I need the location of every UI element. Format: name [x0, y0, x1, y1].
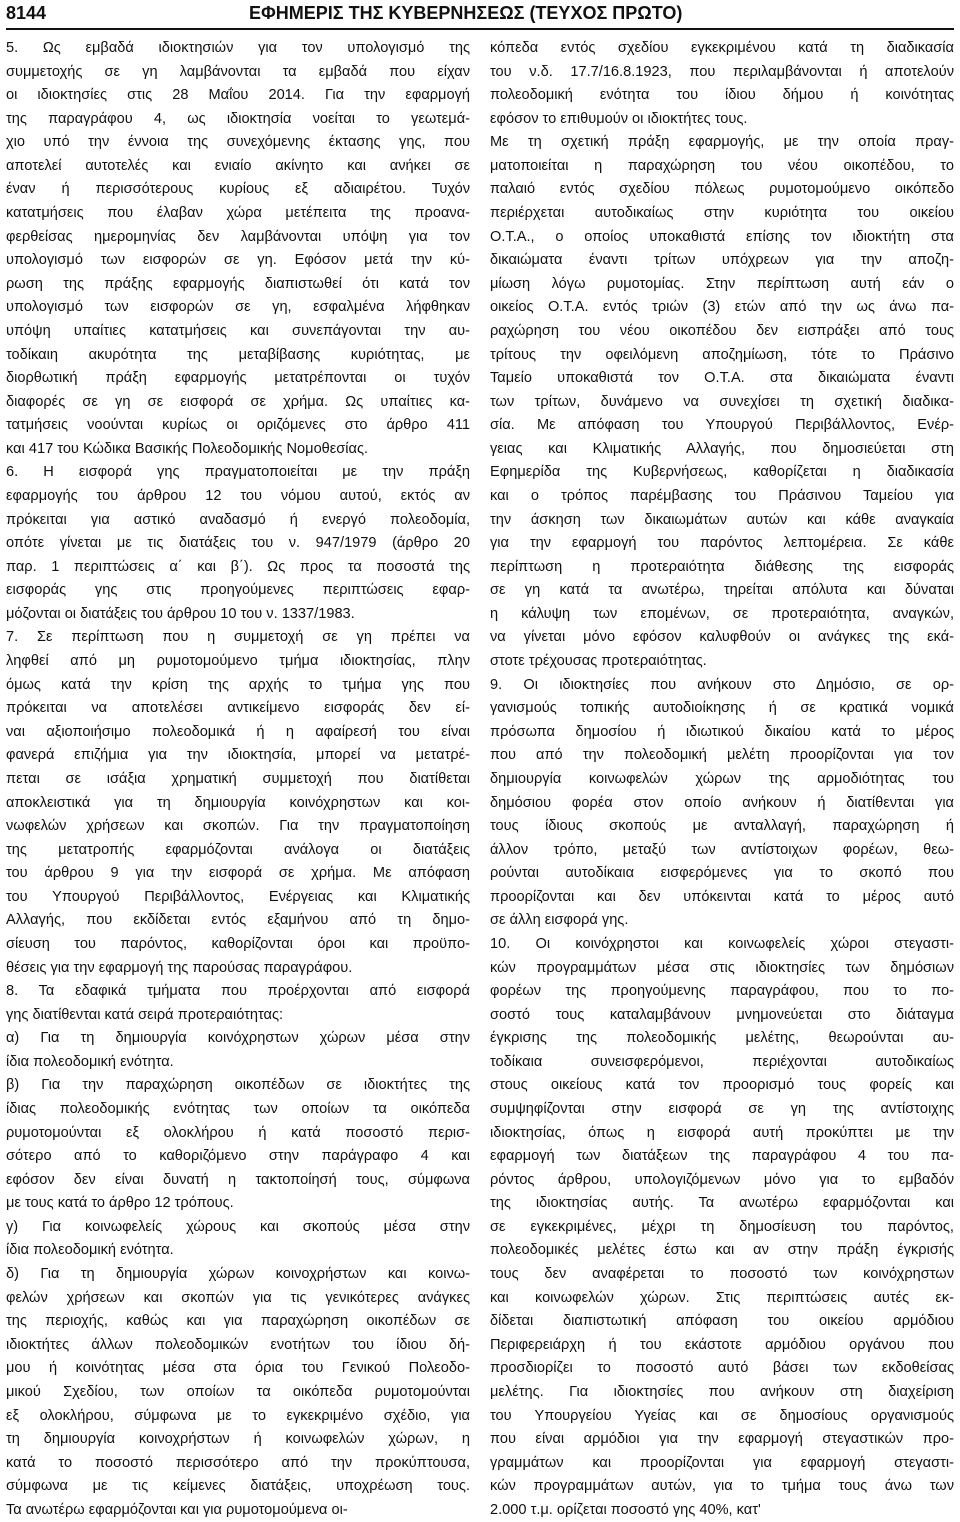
text-line: φελών χρήσεων και σκοπών για τις γενικότερες ανάγκες	[6, 1289, 470, 1306]
text-line: ίδιας πολεοδομικής ενότητας των οποίων τα οικόπεδα	[6, 1101, 470, 1118]
text-line: οπότε γίνεται με τις διατάξεις του ν. 947/1979 (άρθρο 20	[6, 535, 470, 552]
text-line: στους οικείους κατά τον προορισμό τους φορείς και	[490, 1077, 954, 1094]
text-line: εφαρμογής του άρθρου 12 του νόμου αυτού, εκτός αν	[6, 487, 470, 504]
text-line: δίδεται διαπιστωτική απόφαση του οικείου αρμόδιου	[490, 1313, 954, 1330]
text-line: ίδια πολεοδομική ενότητα.	[6, 1053, 174, 1070]
text-line: του άρθρου 9 για την εισφορά σε χρήμα. Με απόφαση	[6, 865, 470, 882]
text-line: των τρίτων, δυνάμενο να συνεχίσει τη σχετική διαδικα-	[490, 393, 954, 410]
text-line: με τους κατά το άρθρο 12 τρόπους.	[6, 1195, 234, 1212]
text-line: και 417 του Κώδικα Βασικής Πολεοδομικής Νομοθεσίας.	[6, 440, 369, 457]
text-line: του ν.δ. 17.7/16.8.1923, που περιλαμβάνονται ή αποτελούν	[490, 63, 954, 80]
text-line: υπολογισμό των εισφορών σε γη, εσφαλμένα λήφθηκαν	[6, 299, 470, 316]
text-line: συμμετοχής σε γη λαμβάνονται τα εμβαδά που είχαν	[6, 63, 470, 80]
page-header	[6, 0, 954, 26]
text-line: πολεοδομική ενότητα του ίδιου δήμου ή κοινότητας	[490, 87, 954, 104]
text-line: σε γη κατά τα ανωτέρω, τηρείται απόλυτα και δύναται	[490, 582, 954, 599]
text-line: έναν ή περισσότερους κυρίους εξ αδιαιρέτου. Τυχόν	[6, 181, 470, 198]
text-line: και κοινωφελών χώρων. Στις περιπτώσεις αυτές εκ-	[490, 1289, 954, 1306]
text-line: παλαιό εντός σχεδίου πόλεως ρυμοτομούμενο οικόπεδο	[490, 181, 954, 198]
text-line: β) Για την παραχώρηση οικοπέδων σε ιδιοκτήτες της	[6, 1077, 470, 1094]
text-line: διορθωτική πράξη εφαρμογής μετατρέπονται οι τυχόν	[6, 370, 470, 387]
text-line: έγκρισης της πολεοδομικής μελέτης, θεωρούνται αυ-	[490, 1030, 954, 1047]
text-line: δ) Για τη δημιουργία χώρων κοινοχρήστων και κοινω-	[6, 1266, 470, 1283]
text-line: που είναι αρμόδιοι για την εφαρμογή στεγαστικών προ-	[490, 1431, 954, 1448]
text-line: γραμμάτων και προορίζονται για εφαρμογή στεγαστι-	[490, 1454, 954, 1471]
text-line: σε άλλη εισφορά γης.	[490, 912, 629, 929]
text-line: για την εφαρμογή του παρόντος λεπτομέρεια. Σε κάθε	[490, 535, 954, 552]
text-line: 5. Ως εμβαδά ιδιοκτησιών για τον υπολογισμό της	[6, 40, 470, 56]
text-line: σύμφωνα με τις κείμενες διατάξεις, υποχρέωση τους.	[6, 1478, 470, 1495]
text-line: Αλλαγής, που εκδίδεται εντός εξαμήνου από τη δημο-	[6, 912, 470, 929]
text-line: Εφημερίδα της Κυβερνήσεως, καθορίζεται η διαδικασία	[490, 464, 954, 481]
text-line: μου ή κοινότητας μέσα στα όρια του Γενικού Πολεοδο-	[6, 1360, 470, 1377]
text-line: μίωση λόγω ρυμοτομίας. Στην περίπτωση αυτή εάν ο	[490, 275, 954, 292]
text-line: κών προγραμμάτων αυτών, για το τμήμα τους άνω των	[490, 1478, 954, 1495]
text-line: προορίζονται και δεν υπόκεινται κατά το μέρος αυτό	[490, 888, 954, 905]
text-line: εξ ολοκλήρου, σύμφωνα με το εγκεκριμένο σχέδιο, για	[6, 1407, 470, 1424]
text-line: πρόσωπα δημοσίου ή ιδιωτικού δικαίου κατά το μέρος	[490, 723, 954, 740]
text-line: περιέρχεται αυτοδικαίως στην κυριότητα του οικείου	[490, 205, 954, 222]
text-line: ρωση της πράξης εφαρμογής διαπιστωθεί ότι κατά τον	[6, 275, 470, 292]
text-line: μελέτης. Για ιδιοκτησίες που ανήκουν στη διαχείριση	[490, 1383, 954, 1400]
text-line: Ο.Τ.Α., ο οποίος υποκαθιστά επίσης τον ιδιοκτήτη στα	[490, 228, 954, 245]
text-line: ληφθεί από μη ρυμοτομούμενο τμήμα ιδιοκτησίας, πλην	[6, 653, 470, 670]
text-line: πεται σε ισάξια χρηματική συμμετοχή που διατίθεται	[6, 770, 470, 787]
text-line: ματοποιείται η παραχώρηση του νέου οικοπέδου, το	[490, 157, 954, 174]
text-line: γ) Για κοινωφελείς χώρους και σκοπούς μέσα στην	[6, 1218, 470, 1235]
text-line: όμως κατά την κρίση της αρχής το τμήμα γης που	[6, 676, 470, 693]
text-line: χιο υπό την έννοια της συνεχόμενης έκτασης γης, που	[6, 134, 470, 151]
text-line: ρόντος άρθρου, υπολογιζόμενων μόνο για το εμβαδόν	[490, 1171, 954, 1188]
text-line: 7. Σε περίπτωση που η συμμετοχή σε γη πρέπει να	[6, 629, 470, 646]
text-line: υπολογισμό των εισφορών σε γη. Εφόσον μετά την κύ-	[6, 252, 470, 269]
text-line: α) Για τη δημιουργία κοινόχρηστων χώρων μέσα στην	[6, 1030, 470, 1047]
text-line: του Υπουργού Περιβάλλοντος, Ενέργειας και Κλιματικής	[6, 888, 470, 905]
text-line: 10. Οι κοινόχρηστοι και κοινωφελείς χώροι στεγαστι-	[490, 935, 954, 952]
text-line: σίευση του παρόντος, καθορίζονται όροι και προϋπο-	[6, 935, 470, 952]
text-line: σία. Με απόφαση του Υπουργού Περιβάλλοντος, Ενέρ-	[490, 417, 954, 434]
text-line: διαφορές σε γη σε εισφορά σε χρήμα. Ως υπαίτιες κα-	[6, 393, 470, 410]
text-line: κατατμήσεις που έλαβαν χώρα μετέπειτα της προανα-	[6, 205, 470, 222]
text-line: παρ. 1 περιπτώσεις α΄ και β΄). Ως προς τα ποσοστά της	[6, 558, 470, 575]
text-line: εφόσον το επιθυμούν οι ιδιοκτήτες τους.	[490, 110, 748, 127]
text-line: Ταμείο υποκαθιστά τον Ο.Τ.Α. στα δικαιώματα έναντι	[490, 370, 954, 387]
text-line: αποτελεί αυτοτελές και ενιαίο ακίνητο και ανήκει σε	[6, 157, 470, 174]
text-line: τοδίκαιη ακυρότητα της μεταβίβασης κυριότητας, με	[6, 346, 470, 363]
text-line: φανερά επιζήμια για την ιδιοκτησία, μπορεί να μετατρέ-	[6, 747, 470, 764]
text-line: νωφελών χρήσεων και σκοπών. Για την πραγματοποίηση	[6, 818, 470, 835]
text-line: πρόκειται για αστικό αναδασμό ή ενεργό πολεοδομία,	[6, 511, 470, 528]
text-line: τοδίκαια συνεισφερόμενοι, περιέχονται αυτοδικαίως	[490, 1053, 954, 1070]
text-line: του Υπουργείου Υγείας και σε δημοσίους οργανισμούς	[490, 1407, 954, 1424]
text-line: σότερο από το καθοριζόμενο στην παράγραφο 4 και	[6, 1148, 470, 1165]
text-line: Τα ανωτέρω εφαρμόζονται και για ρυμοτομούμενα οι-	[6, 1501, 348, 1518]
text-line: εφαρμογή των διατάξεων της παραγράφου 4 του πα-	[490, 1148, 954, 1165]
text-line: εισφοράς γης στις προηγούμενες περιπτώσεις εφαρ-	[6, 582, 470, 599]
text-line: προσδιορίζει το ποσοστό αυτό βάσει των εκδοθείσας	[490, 1360, 954, 1377]
text-line: ναι αξιοποιήσιμο πολεοδομικά ή η αφαίρεσή του είναι	[6, 723, 470, 740]
text-line: τρίτους την οφειλόμενη αποζημίωση, τότε το Πράσινο	[490, 346, 954, 363]
text-line: γειας και Κλιματικής Αλλαγής, που δημοσιεύεται στη	[490, 440, 954, 457]
text-line: κατά το ποσοστό περισσότερο από την προκύπτουσα,	[6, 1454, 470, 1471]
text-line: ιδιοκτησίας, όπως η εισφορά αυτή προκύπτει με την	[490, 1124, 954, 1141]
text-line: και ο τρόπος παρέμβασης του Πράσινου Ταμείου για	[490, 487, 954, 504]
text-line: σε εγκεκριμένες, μέχρι τη δημοσίευση του παρόντος,	[490, 1218, 954, 1235]
text-line: στοτε τρέχουσας προτεραιότητας.	[490, 653, 707, 670]
text-line: την άσκηση των δικαιωμάτων αυτών και κάθε αναγκαία	[490, 511, 954, 528]
text-line: 8. Τα εδαφικά τμήματα που προέρχονται από εισφορά	[6, 983, 470, 1000]
text-line: οι ιδιοκτησίες στις 28 Μαΐου 2014. Για την εφαρμογή	[6, 87, 470, 104]
text-line: κόπεδα εντός σχεδίου εγκεκριμένου κατά τη διαδικασία	[490, 40, 954, 56]
text-line: περίπτωση η προτεραιότητα διάθεσης της εισφοράς	[490, 558, 954, 575]
text-line: δημόσιου φορέα στον οποίο ανήκουν ή διατίθενται για	[490, 794, 954, 811]
text-line: που από την πολεοδομική μελέτη προορίζονται για τον	[490, 747, 954, 764]
text-line: φερθείσας ημερομηνίας δεν λαμβάνονται υπόψη για τον	[6, 228, 470, 245]
right-column	[490, 37, 954, 1522]
text-line: ρούνται αυτοδίκαια εισφερόμενες για το σκοπό που	[490, 865, 954, 882]
text-line: ρυμοτομούνται εξ ολοκλήρου ή κατά ποσοστό περισ-	[6, 1124, 470, 1141]
text-line: της ιδιοκτησίας αυτής. Τα ανωτέρω εφαρμόζονται και	[490, 1195, 954, 1212]
text-line: της παραγράφου 4, ως ιδιοκτησία νοείται το γεωτεμά-	[6, 110, 470, 127]
text-line: 2.000 τ.μ. ορίζεται ποσοστό γης 40%, κατ'	[490, 1501, 761, 1518]
page-number: 8144	[6, 3, 47, 23]
text-line: δημιουργία κοινωφελών χώρων της αρμοδιότητας του	[490, 770, 954, 787]
text-line: ραχώρηση του νέου οικοπέδου δεν εισπράξει από τους	[490, 322, 954, 339]
text-line: οικείος Ο.Τ.Α. εντός τριών (3) ετών από την ως άνω πα-	[490, 299, 954, 316]
text-line: πολεοδομικές μελέτες έστω και αν στην πράξη έγκρισής	[490, 1242, 954, 1259]
text-line: τη δημιουργία κοινοχρήστων ή κοινωφελών χώρων, η	[6, 1431, 470, 1448]
text-line: αποκλειστικά για τη δημιουργία κοινόχρηστων και κοι-	[6, 794, 470, 811]
text-line: γης διατίθενται κατά σειρά προτεραιότητας:	[6, 1006, 284, 1023]
text-line: δικαιώματα έναντι τρίτων υπόχρεων για την αποζη-	[490, 252, 954, 269]
text-line: τους ίδιους σκοπούς με ανταλλαγή, παραχώρηση ή	[490, 818, 954, 835]
text-line: φορέων της προηγούμενης παραγράφου, που το πο-	[490, 983, 954, 1000]
text-line: μικού Σχεδίου, των οποίων τα οικόπεδα ρυμοτομούνται	[6, 1383, 470, 1400]
text-line: κών προγραμμάτων μέσα στις ιδιοκτησίες των δημόσιων	[490, 959, 954, 976]
text-line: να γίνεται μόνο εφόσον καλυφθούν οι ανάγκες της εκά-	[490, 629, 954, 646]
text-line: υπόψη υπαίτιες κατατμήσεις και συνεπάγονται την αυ-	[6, 322, 470, 339]
text-line: της μετατροπής εφαρμόζονται ανάλογα οι διατάξεις	[6, 841, 470, 858]
text-line: σοστό τους καταλαμβάνουν μνημονεύεται στο διάταγμα	[490, 1006, 954, 1023]
text-line: της περιοχής, καθώς και για παραχώρηση οικοπέδων σε	[6, 1313, 470, 1330]
text-line: μόζονται οι διατάξεις του άρθρου 10 του ν. 1337/1983.	[6, 605, 355, 622]
text-line: 6. Η εισφορά γης πραγματοποιείται με την πράξη	[6, 464, 470, 481]
text-line: Περιφερειάρχη ή του εκάστοτε αρμόδιου οργάνου που	[490, 1336, 954, 1353]
gazette-title: ΕΦΗΜΕΡΙΣ ΤΗΣ ΚΥΒΕΡΝΗΣΕΩΣ (ΤΕΥΧΟΣ ΠΡΩΤΟ)	[249, 3, 683, 23]
text-line: η κάλυψη των επομένων, σε προτεραιότητα, αναγκών,	[490, 605, 954, 622]
text-line: τατμήσεις νοούνται κυρίως οι οριζόμενες στο άρθρο 411	[6, 417, 470, 434]
text-line: εφόσον δεν είναι δυνατή η τακτοποίησή τους, σύμφωνα	[6, 1171, 470, 1188]
left-column	[6, 37, 470, 1522]
text-line: 9. Οι ιδιοκτησίες που ανήκουν στο Δημόσιο, σε ορ-	[490, 676, 954, 693]
text-line: συμψηφίζονται στην εισφορά σε γη της αντίστοιχης	[490, 1101, 954, 1118]
text-line: ίδια πολεοδομική ενότητα.	[6, 1242, 174, 1259]
text-line: τους δεν αναφέρεται το ποσοστό των κοινόχρηστων	[490, 1266, 954, 1283]
text-line: γανισμούς τοπικής αυτοδιοίκησης ή σε κρατικά νομικά	[490, 700, 954, 717]
text-line: θέσεις για την εφαρμογή της παρούσας παραγράφου.	[6, 959, 353, 976]
text-line: Με τη σχετική πράξη εφαρμογής, με την οποία πραγ-	[490, 134, 954, 151]
text-line: πρόκειται να αποτελέσει αντικείμενο εισφοράς δεν εί-	[6, 700, 470, 717]
text-line: άλλον τρόπο, μεταξύ των αντίστοιχων φορέων, θεω-	[490, 841, 954, 858]
text-line: ιδιοκτήτες άλλων πολεοδομικών ενοτήτων του ίδιου δή-	[6, 1336, 470, 1353]
header-rule	[6, 28, 954, 30]
